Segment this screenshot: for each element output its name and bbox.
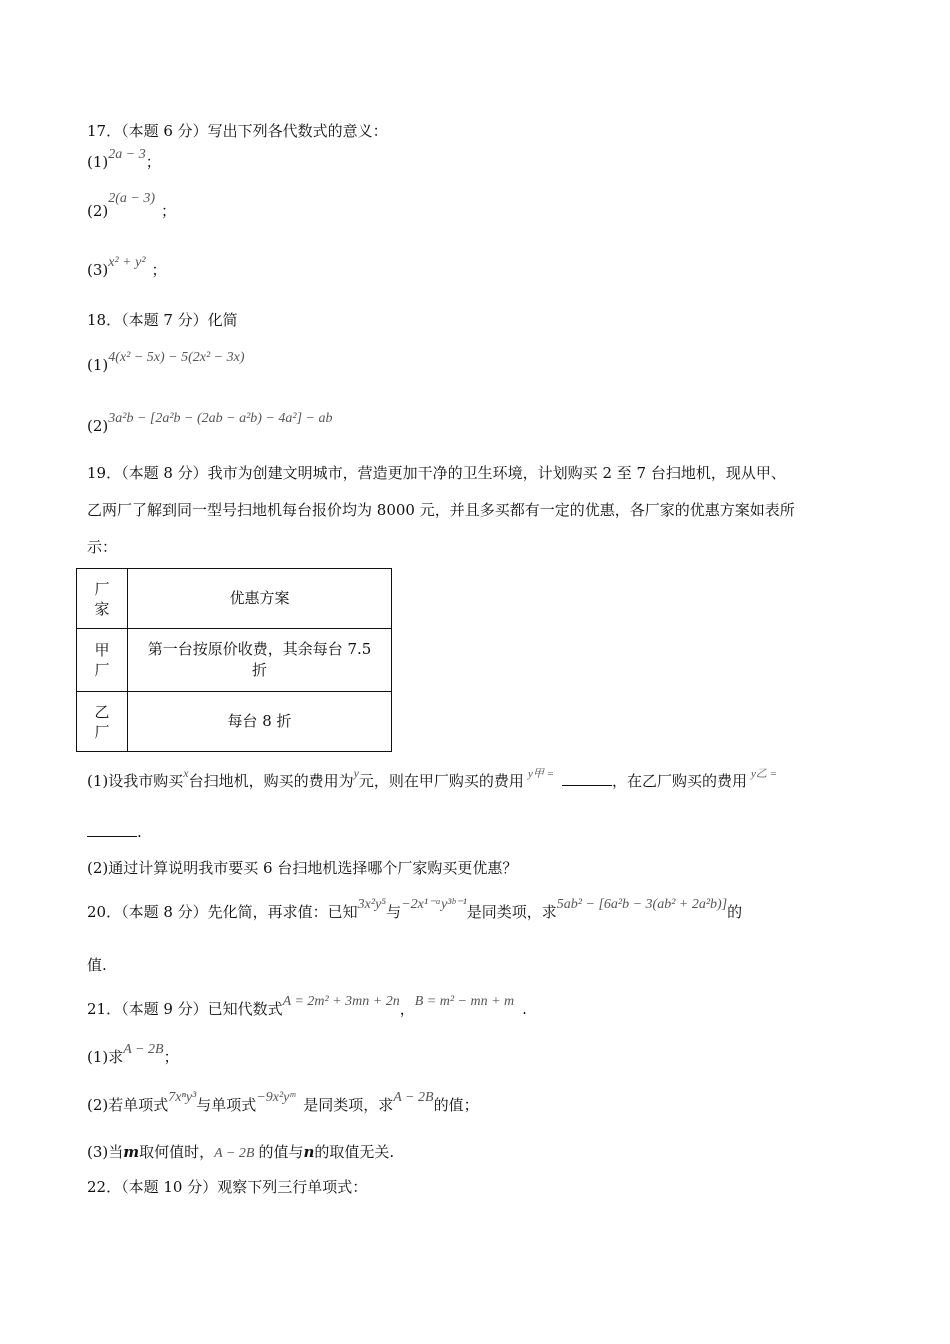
header-factory-cell — [77, 569, 128, 629]
row-yi-plan-cell: 每台 8 折 — [128, 692, 392, 752]
q17-heading: 17．（本题 6 分）写出下列各代数式的意义： — [87, 122, 388, 140]
q21-part2-text-c: 是同类项，求 — [303, 1096, 394, 1114]
q20-text-a: 20．（本题 8 分）先化简，再求值：已知 — [87, 903, 358, 921]
q20-text-c: 是同类项，求 — [466, 903, 557, 921]
q19-y-jia: y甲 = — [527, 768, 554, 780]
row-jia-factory-cell — [77, 629, 128, 692]
q17-part1 — [87, 147, 161, 174]
q19-part1 — [87, 766, 778, 793]
q19-part1-end: . — [137, 823, 142, 841]
q19-part2: (2)通过计算说明我市要买 6 台扫地机选择哪个厂家购买更优惠？ — [87, 859, 518, 877]
table-header-row — [77, 569, 392, 629]
q18-part2 — [87, 411, 333, 438]
q18-part1-expr: 4(x² − 5x) − 5(2x² − 3x) — [108, 350, 245, 365]
q21-part3 — [87, 1142, 394, 1164]
q19-line2: 乙两厂了解到同一型号扫地机每台报价均为 8000 元，并且多买都有一定的优惠，各厂家的优惠方案如表所 — [87, 501, 795, 519]
q17-part1-end: ； — [145, 153, 161, 171]
q21-part3-text-d: 的取值无关. — [314, 1143, 395, 1161]
row-jia-factory-text-1: 甲 — [94, 641, 110, 659]
q20-line2: 值. — [87, 956, 107, 974]
q18-part2-label: (2) — [87, 417, 109, 435]
q18-part1-label: (1) — [87, 356, 109, 374]
table-row-yi — [77, 692, 392, 752]
q21-part1-text-a: (1)求 — [87, 1048, 124, 1066]
q19-var-x: x — [183, 766, 189, 780]
q21-part1-end: ； — [163, 1048, 179, 1066]
q21-part2-expr: A − 2B — [393, 1090, 434, 1105]
q17-part3-end: ； — [151, 261, 167, 279]
q21-part1 — [87, 1042, 179, 1069]
q21-var-m: m — [123, 1143, 140, 1161]
q21-part2 — [87, 1090, 479, 1117]
row-jia-plan-cell — [128, 629, 392, 692]
row-yi-factory-text-2: 厂 — [94, 722, 110, 741]
table-row-jia — [77, 629, 392, 692]
q21-part3-expr: A − 2B — [214, 1146, 255, 1161]
q19-blank-jia[interactable] — [562, 771, 612, 786]
q20-term1: 3x²y⁵ — [357, 897, 387, 912]
q17-part3 — [87, 255, 167, 282]
q17-part2-end: ； — [161, 202, 177, 220]
q21-part2-term2: −9x²yᵐ — [256, 1090, 296, 1105]
q20-text-d: 的 — [727, 903, 743, 921]
q19-part1-text-a: (1)设我市购买 — [87, 772, 184, 790]
q21-part3-text-b: 取何值时， — [139, 1143, 215, 1161]
q21-text-a: 21．（本题 9 分）已知代数式 — [87, 1000, 283, 1018]
q21-part3-text-c: 的值与 — [258, 1143, 304, 1161]
q21-expr-B: B = m² − mn + m — [414, 994, 515, 1009]
q19-part1-text-d: ，在乙厂购买的费用 — [612, 772, 748, 790]
q20-line1 — [87, 897, 743, 924]
q21-part1-expr: A − 2B — [123, 1042, 164, 1057]
header-factory-text-2: 家 — [94, 599, 110, 618]
q17-part1-label: (1) — [87, 153, 109, 171]
row-jia-factory-text-2: 厂 — [94, 661, 110, 679]
q20-expression: 5ab² − [6a²b − 3(ab² + 2a²b)] — [556, 897, 728, 912]
row-yi-factory-text-1: 乙 — [94, 702, 110, 721]
q22-heading: 22．（本题 10 分）观察下列三行单项式： — [87, 1178, 368, 1196]
row-jia-plan-text-2: 折 — [251, 661, 267, 679]
q21-part2-term1: 7xⁿy³ — [168, 1090, 197, 1105]
q19-part1-cont — [87, 822, 142, 842]
q18-part2-expr: 3a²b − [2a²b − (2ab − a²b) − 4a²] − ab — [108, 411, 333, 426]
q20-text-b: 与 — [386, 903, 402, 921]
q19-part1-text-c: 元，则在甲厂购买的费用 — [358, 772, 524, 790]
q20-term2: −2x¹⁻ᵃy³ᵇ⁻¹ — [401, 897, 467, 912]
q21-part2-text-d: 的值； — [433, 1096, 479, 1114]
header-factory-text-1: 厂 — [94, 579, 110, 598]
q21-var-n: n — [303, 1143, 315, 1161]
q21-comma: ， — [399, 1000, 415, 1018]
q21-expr-A: A = 2m² + 3mn + 2n — [282, 994, 400, 1009]
q17-part3-expr: x² + y² — [108, 255, 146, 270]
q17-part2-expr: 2(a − 3) — [108, 191, 156, 206]
q17-part1-expr: 2a − 3 — [108, 147, 146, 162]
q19-blank-yi[interactable] — [87, 822, 137, 837]
q19-line1: 19．（本题 8 分）我市为创建文明城市，营造更加干净的卫生环境，计划购买 2 至 7 台扫地机，现从甲、 — [87, 464, 786, 482]
q17-part2 — [87, 191, 177, 223]
q21-line1 — [87, 994, 527, 1021]
q21-part2-text-b: 与单项式 — [196, 1096, 257, 1114]
q19-line3: 示： — [87, 538, 118, 556]
q19-part1-text-b: 台扫地机，购买的费用为 — [188, 772, 354, 790]
q17-part2-label: (2) — [87, 202, 109, 220]
q21-part3-text-a: (3)当 — [87, 1143, 124, 1161]
row-yi-factory-cell — [77, 692, 128, 752]
q17-part3-label: (3) — [87, 261, 109, 279]
q18-heading: 18．（本题 7 分）化简 — [87, 311, 238, 329]
q19-var-y: y — [353, 766, 359, 780]
q18-part1 — [87, 350, 245, 377]
row-jia-plan-text-1: 第一台按原价收费，其余每台 7.5 — [147, 640, 372, 658]
q19-y-yi: y乙 = — [751, 768, 778, 780]
q21-dot: . — [522, 1000, 527, 1018]
q21-part2-text-a: (2)若单项式 — [87, 1096, 169, 1114]
header-plan-cell: 优惠方案 — [128, 569, 392, 629]
discount-table — [76, 568, 392, 752]
